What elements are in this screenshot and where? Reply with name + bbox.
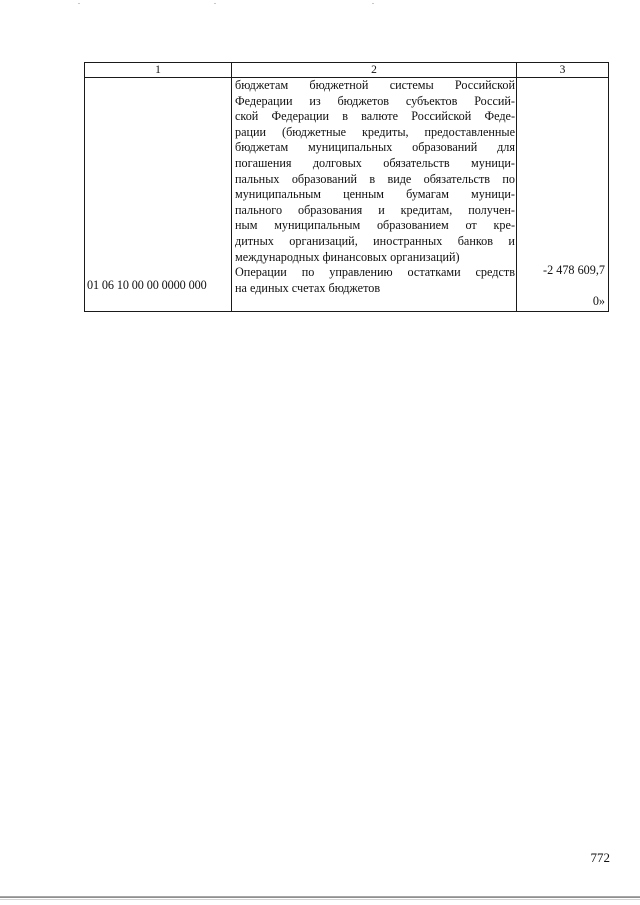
top-edge-marks xyxy=(0,0,640,8)
description-text xyxy=(232,78,516,297)
description-line: пальных образований в виде обязательств по xyxy=(235,171,515,186)
description-line: Федерации из бюджетов субъектов Россий- xyxy=(235,93,515,108)
header-col-1: 1 xyxy=(85,63,232,78)
table-header-row xyxy=(85,63,609,78)
description-line: ным муниципальным образованием от кре- xyxy=(235,218,515,233)
description-line: дитных организаций, иностранных банков и xyxy=(235,233,515,248)
header-col-3: 3 xyxy=(517,63,609,78)
description-line: муниципальным ценным бумагам муници- xyxy=(235,187,515,202)
bottom-scan-edge-shadow xyxy=(0,899,640,900)
description-line: пального образования и кредитам, получен- xyxy=(235,202,515,217)
amount-value-continuation: 0» xyxy=(592,294,605,309)
description-cell xyxy=(232,78,517,312)
bottom-scan-edge xyxy=(0,896,640,898)
description-line: ской Федерации в валюте Российской Феде- xyxy=(235,109,515,124)
description-line: на единых счетах бюджетов xyxy=(235,280,381,295)
description-line: рации (бюджетные кредиты, предоставленные xyxy=(235,124,515,139)
description-line: погашения долговых обязательств муници- xyxy=(235,155,515,170)
budget-table xyxy=(84,62,609,312)
amount-cell xyxy=(517,78,609,312)
code-cell xyxy=(85,78,232,312)
header-col-2: 2 xyxy=(232,63,517,78)
description-line: бюджетам муниципальных образований для xyxy=(235,140,515,155)
description-line: международных финансовых организаций) xyxy=(235,249,460,264)
table-row xyxy=(85,78,609,312)
page-number: 772 xyxy=(590,850,610,865)
description-line: бюджетам бюджетной системы Российской xyxy=(235,78,515,92)
description-line: Операции по управлению остатками средств xyxy=(235,265,515,280)
budget-code: 01 06 10 00 00 0000 000 xyxy=(87,278,207,293)
amount-value: -2 478 609,7 xyxy=(543,263,605,278)
